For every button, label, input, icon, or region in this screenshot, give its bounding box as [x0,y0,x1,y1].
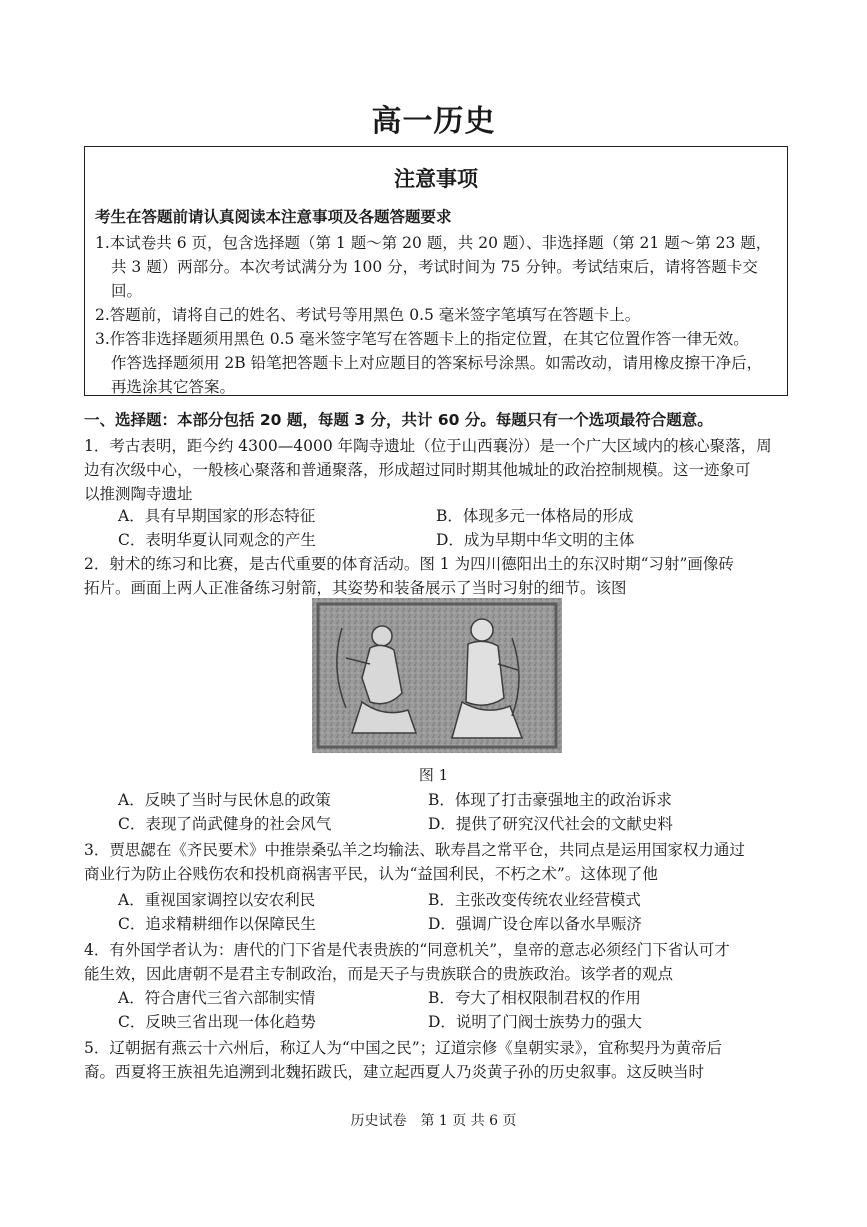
option-c: C．追求精耕细作以保障民生 [118,915,316,933]
question-stem: 5．辽朝据有燕云十六州后，称辽人为“中国之民”；辽道宗修《皇朝实录》，宜称契丹为黄帝后 [84,1039,722,1057]
question-stem: 能生效，因此唐朝不是君主专制政治，而是天子与贵族联合的贵族政治。该学者的观点 [84,965,674,983]
option-b: B．夸大了相权限制君权的作用 [428,989,641,1007]
section-heading: 一、选择题：本部分包括 20 题，每题 3 分，共计 60 分。每题只有一个选项最符合题意。 [84,411,713,429]
figure-caption: 图 1 [418,766,449,784]
option-b: B．主张改变传统农业经营模式 [428,891,641,909]
option-b: B．体现多元一体格局的形成 [436,507,634,525]
notice-line: 作答选择题须用 2B 铅笔把答题卡上对应题目的答案标号涂黑。如需改动，请用橡皮擦干净后， [111,354,763,372]
option-d: D．强调广设仓库以备水旱赈济 [428,915,642,933]
notice-line: 1.本试卷共 6 页，包含选择题（第 1 题～第 20 题，共 20 题）、非选择题（第 21 题～第 23 题， [95,234,772,252]
option-c: C．表现了尚武健身的社会风气 [118,815,332,833]
question-stem: 以推测陶寺遗址 [84,485,193,503]
notice-line: 共 3 题）两部分。本次考试满分为 100 分，考试时间为 75 分钟。考试结束后，请将答题卡交 [111,258,758,276]
option-c: C．反映三省出现一体化趋势 [118,1013,316,1031]
question-stem: 3．贾思勰在《齐民要术》中推崇桑弘羊之均输法、耿寿昌之常平仓，共同点是运用国家权力通过 [84,841,745,859]
rubbing-illustration [312,598,562,753]
question-stem: 4．有外国学者认为：唐代的门下省是代表贵族的“同意机关”，皇帝的意志必须经门下省认可才 [84,941,730,959]
option-d: D．提供了研究汉代社会的文献史料 [428,815,673,833]
notice-line: 3.作答非选择题须用黑色 0.5 毫米签字笔写在答题卡上的指定位置，在其它位置作答一律无效。 [95,330,749,348]
option-b: B．体现了打击豪强地主的政治诉求 [428,791,672,809]
notice-box [84,146,788,396]
option-a: A．符合唐代三省六部制实情 [118,989,316,1007]
option-c: C．表明华夏认同观念的产生 [118,531,316,549]
option-a: A．具有早期国家的形态特征 [118,507,316,525]
option-a: A．反映了当时与民休息的政策 [118,791,331,809]
option-d: D．成为早期中华文明的主体 [436,531,635,549]
page-title: 高一历史 [371,104,496,139]
question-stem: 拓片。画面上两人正准备练习射箭，其姿势和装备展示了当时习射的细节。该图 [84,579,627,597]
notice-line: 回。 [111,282,143,300]
question-stem: 2．射术的练习和比赛，是古代重要的体育活动。图 1 为四川德阳出土的东汉时期“习射”画像砖 [84,555,734,573]
notice-line: 2.答题前，请将自己的姓名、考试号等用黑色 0.5 毫米签字笔填写在答题卡上。 [95,306,641,324]
option-d: D．说明了门阀士族势力的强大 [428,1013,642,1031]
question-stem: 1．考古表明，距今约 4300—4000 年陶寺遗址（位于山西襄汾）是一个广大区域内的核心聚落，周 [84,437,772,455]
question-stem: 裔。西夏将王族祖先追溯到北魏拓跋氏，建立起西夏人乃炎黄子孙的历史叙事。这反映当时 [84,1063,705,1081]
figure-image [312,598,562,753]
notice-heading: 注意事项 [394,167,478,191]
notice-line: 考生在答题前请认真阅读本注意事项及各题答题要求 [95,208,452,226]
notice-line: 再选涂其它答案。 [111,378,236,396]
page-footer: 历史试卷 第 1 页 共 6 页 [350,1113,517,1129]
question-stem: 商业行为防止谷贱伤农和投机商祸害平民，认为“益国利民，不朽之术”。这体现了他 [84,865,658,883]
question-stem: 边有次级中心，一般核心聚落和普通聚落，形成超过同时期其他城址的政治控制规模。这一迹象可 [84,461,751,479]
option-a: A．重视国家调控以安农利民 [118,891,316,909]
